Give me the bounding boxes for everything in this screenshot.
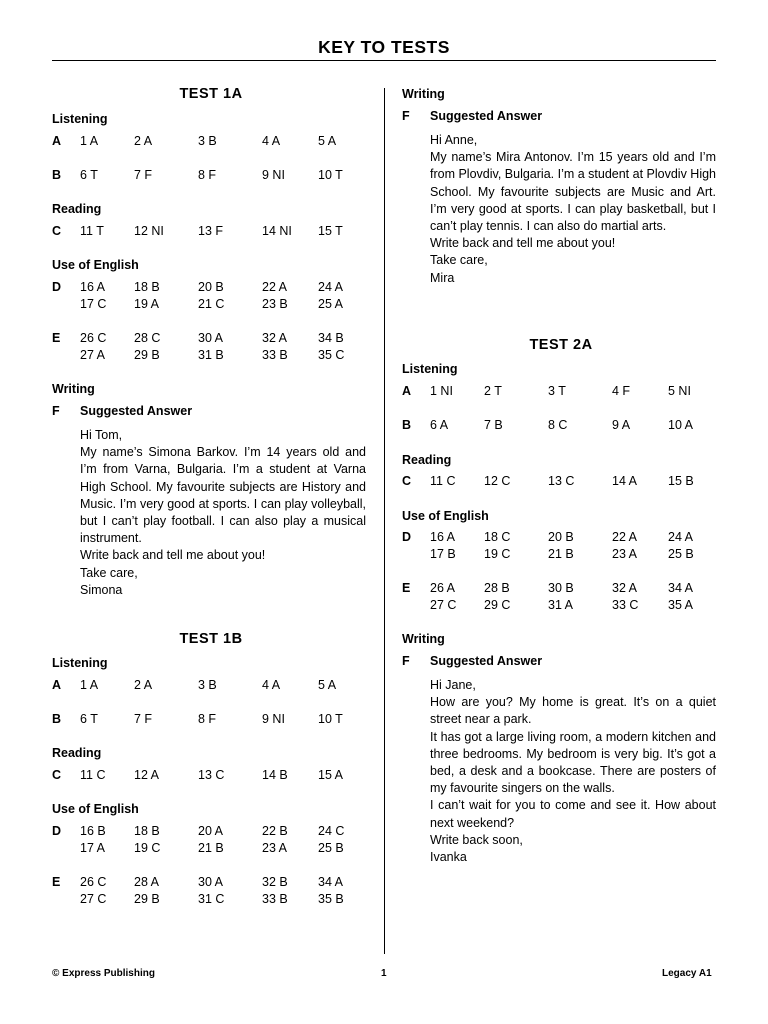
answer-cell: 18 B [134, 280, 160, 294]
answer-cell: 13 C [548, 474, 575, 488]
answer-cell: 17 A [80, 841, 106, 855]
answer-row [402, 530, 720, 546]
answer-cell: 35 C [318, 348, 345, 362]
answer-cell: 19 C [484, 547, 511, 561]
answer-cell: 11 C [80, 768, 106, 782]
letter-paragraph: How are you? My home is great. It’s on a quiet street near a park. [430, 695, 716, 727]
column-divider [384, 88, 385, 954]
task-letter: F [402, 109, 410, 123]
answer-row [402, 547, 720, 563]
answer-cell: 15 A [318, 768, 344, 782]
answer-row [52, 168, 370, 184]
answer-cell: 1 NI [430, 384, 453, 398]
answer-cell: 33 B [262, 348, 288, 362]
answer-cell: 31 C [198, 892, 225, 906]
answer-cell: 3 T [548, 384, 566, 398]
answer-row [52, 297, 370, 313]
answer-cell: 18 B [134, 824, 160, 838]
answer-cell: 30 B [548, 581, 574, 595]
answer-cell: 32 B [262, 875, 288, 889]
answer-row [52, 280, 370, 296]
answer-cell: 9 NI [262, 168, 285, 182]
answer-cell: 28 B [484, 581, 510, 595]
answer-cell: 6 A [430, 418, 449, 432]
answer-cell: 12 A [134, 768, 160, 782]
answer-row [52, 712, 370, 728]
answer-cell: 27 C [80, 892, 107, 906]
answer-cell: 22 A [612, 530, 638, 544]
answer-cell: 29 C [484, 598, 511, 612]
answer-cell: 4 A [262, 678, 281, 692]
section-letter: C [52, 224, 62, 238]
answer-cell: 30 A [198, 875, 224, 889]
answer-cell: 15 T [318, 224, 343, 238]
answer-cell: 1 A [80, 134, 99, 148]
answer-cell: 25 B [668, 547, 694, 561]
answer-cell: 5 A [318, 678, 337, 692]
answer-cell: 5 NI [668, 384, 691, 398]
answer-cell: 2 A [134, 678, 153, 692]
answer-cell: 25 A [318, 297, 344, 311]
answer-cell: 31 A [548, 598, 574, 612]
answer-cell: 22 B [262, 824, 288, 838]
use-of-english-heading: Use of English [402, 509, 489, 523]
answer-row [52, 134, 370, 150]
answer-cell: 20 B [198, 280, 224, 294]
answer-cell: 32 A [262, 331, 288, 345]
letter-line: Hi Tom, [80, 428, 123, 442]
letter-paragraph: My name’s Simona Barkov. I’m 14 years old and I’m from Varna, Bulgaria. I’m a student at Varna High School. My favourite subjects are History and Music. I’m very good at sports. I can play volleyball, but I can’t play football. I can also play a musical instrument. [80, 445, 366, 546]
answer-cell: 10 A [668, 418, 694, 432]
answer-cell: 12 NI [134, 224, 164, 238]
answer-cell: 2 T [484, 384, 502, 398]
answer-cell: 9 NI [262, 712, 285, 726]
answer-cell: 17 B [430, 547, 456, 561]
answer-row [52, 875, 370, 891]
answer-row [52, 348, 370, 364]
answer-cell: 13 C [198, 768, 225, 782]
answer-cell: 35 B [318, 892, 344, 906]
test-2a-heading: TEST 2A [529, 337, 593, 353]
answer-row [52, 841, 370, 857]
answer-cell: 16 A [430, 530, 456, 544]
answer-cell: 23 A [262, 841, 288, 855]
section-letter: C [52, 768, 62, 782]
answer-cell: 29 B [134, 348, 160, 362]
answer-cell: 35 A [668, 598, 694, 612]
answer-cell: 26 C [80, 875, 107, 889]
answer-row [402, 384, 720, 400]
suggested-answer-text: Suggested Answer [430, 109, 543, 123]
answer-row [52, 678, 370, 694]
answer-cell: 3 B [198, 134, 217, 148]
reading-heading: Reading [52, 746, 102, 760]
letter-paragraph: I can’t wait for you to come and see it. How about next weekend? [430, 798, 716, 830]
section-letter: A [52, 134, 62, 148]
writing-heading: Writing [52, 382, 95, 396]
answer-cell: 24 A [668, 530, 694, 544]
answer-cell: 22 A [262, 280, 288, 294]
letter-paragraph: It has got a large living room, a modern kitchen and three bedrooms. My bedroom is very big. It’s got a bed, a desk and a bookcase. There are posters of my favourite singers on the walls. [430, 729, 716, 796]
answer-cell: 34 B [318, 331, 344, 345]
answer-cell: 26 A [430, 581, 456, 595]
answer-cell: 18 C [484, 530, 511, 544]
answer-cell: 14 B [262, 768, 288, 782]
letter-line: Hi Jane, [430, 678, 476, 692]
test-1a-heading: TEST 1A [179, 86, 243, 102]
answer-cell: 15 B [668, 474, 694, 488]
title-rule [52, 60, 716, 61]
section-letter: E [402, 581, 411, 595]
answer-cell: 34 A [668, 581, 694, 595]
suggested-letter [430, 677, 716, 866]
answer-cell: 20 A [198, 824, 224, 838]
letter-line: Take care, [430, 253, 488, 268]
answer-cell: 7 F [134, 712, 153, 726]
answer-cell: 8 F [198, 712, 217, 726]
letter-line: Take care, [80, 565, 138, 580]
answer-cell: 10 T [318, 168, 343, 182]
answer-row [52, 224, 370, 240]
reading-heading: Reading [52, 202, 102, 216]
listening-heading: Listening [52, 112, 108, 126]
section-letter: D [402, 530, 412, 544]
suggested-letter [430, 132, 716, 287]
answer-cell: 29 B [134, 892, 160, 906]
section-letter: C [402, 474, 412, 488]
answer-cell: 16 A [80, 280, 106, 294]
answer-row [402, 418, 720, 434]
answer-cell: 6 T [80, 712, 98, 726]
answer-cell: 6 T [80, 168, 98, 182]
answer-row [52, 331, 370, 347]
answer-cell: 31 B [198, 348, 224, 362]
letter-line: Mira [430, 270, 455, 285]
answer-row [52, 768, 370, 784]
listening-heading: Listening [52, 656, 108, 670]
answer-cell: 1 A [80, 678, 99, 692]
footer-publisher: © Express Publishing [52, 968, 155, 979]
section-letter: A [402, 384, 412, 398]
letter-line: Ivanka [430, 850, 467, 865]
answer-cell: 33 C [612, 598, 639, 612]
use-of-english-heading: Use of English [52, 802, 139, 816]
answer-cell: 8 F [198, 168, 217, 182]
answer-cell: 30 A [198, 331, 224, 345]
reading-heading: Reading [402, 453, 452, 467]
answer-cell: 12 C [484, 474, 511, 488]
answer-cell: 19 C [134, 841, 161, 855]
test-1b-heading: TEST 1B [179, 631, 243, 647]
answer-cell: 17 C [80, 297, 107, 311]
section-letter: E [52, 875, 61, 889]
answer-cell: 10 T [318, 712, 343, 726]
answer-cell: 23 B [262, 297, 288, 311]
answer-cell: 28 A [134, 875, 160, 889]
letter-paragraph: My name’s Mira Antonov. I’m 15 years old and I’m from Plovdiv, Bulgaria. I’m a student at Plovdiv High School. My favourite subjects are Music and Art. I’m very good at sports. I can play basketball, but I can’t play tennis. I can also do martial arts. [430, 150, 717, 234]
answer-cell: 27 C [430, 598, 457, 612]
section-letter: E [52, 331, 61, 345]
answer-row [52, 824, 370, 840]
answer-row [52, 892, 370, 908]
task-letter: F [52, 404, 60, 418]
writing-heading: Writing [402, 87, 445, 101]
letter-line: Write back and tell me about you! [80, 548, 266, 563]
answer-cell: 24 A [318, 280, 344, 294]
letter-line: Write back and tell me about you! [430, 236, 616, 251]
letter-line: Hi Anne, [430, 133, 478, 147]
answer-cell: 8 C [548, 418, 568, 432]
answer-cell: 9 A [612, 418, 631, 432]
answer-cell: 11 C [430, 474, 456, 488]
answer-cell: 3 B [198, 678, 217, 692]
suggested-answer-text: Suggested Answer [80, 404, 193, 418]
answer-cell: 23 A [612, 547, 638, 561]
section-letter: B [52, 168, 62, 182]
answer-row [402, 581, 720, 597]
answer-cell: 32 A [612, 581, 638, 595]
task-letter: F [402, 654, 410, 668]
answer-row [402, 598, 720, 614]
answer-cell: 34 A [318, 875, 344, 889]
answer-cell: 28 C [134, 331, 161, 345]
suggested-answer-text: Suggested Answer [430, 654, 543, 668]
footer-page-number: 1 [381, 968, 387, 979]
answer-cell: 7 F [134, 168, 153, 182]
suggested-letter [80, 427, 366, 599]
answer-cell: 19 A [134, 297, 160, 311]
use-of-english-heading: Use of English [52, 258, 139, 272]
answer-cell: 4 A [262, 134, 281, 148]
letter-line: Write back soon, [430, 832, 523, 847]
answer-cell: 33 B [262, 892, 288, 906]
footer-book-title: Legacy A1 [662, 968, 712, 979]
answer-cell: 2 A [134, 134, 153, 148]
answer-row [402, 474, 720, 490]
answer-cell: 21 B [198, 841, 224, 855]
writing-heading: Writing [402, 632, 445, 646]
listening-heading: Listening [402, 362, 458, 376]
answer-cell: 25 B [318, 841, 344, 855]
answer-cell: 4 F [612, 384, 631, 398]
answer-cell: 27 A [80, 348, 106, 362]
letter-line: Simona [80, 582, 123, 597]
answer-cell: 14 A [612, 474, 638, 488]
section-letter: D [52, 280, 62, 294]
section-letter: B [52, 712, 62, 726]
answer-cell: 11 T [80, 224, 104, 238]
answer-cell: 21 C [198, 297, 225, 311]
answer-cell: 14 NI [262, 224, 292, 238]
answer-cell: 20 B [548, 530, 574, 544]
answer-cell: 21 B [548, 547, 574, 561]
answer-cell: 16 B [80, 824, 106, 838]
page-title: KEY TO TESTS [318, 37, 450, 57]
answer-cell: 26 C [80, 331, 107, 345]
answer-cell: 13 F [198, 224, 224, 238]
answer-cell: 24 C [318, 824, 345, 838]
section-letter: A [52, 678, 62, 692]
section-letter: B [402, 418, 412, 432]
answer-cell: 5 A [318, 134, 337, 148]
section-letter: D [52, 824, 62, 838]
answer-cell: 7 B [484, 418, 503, 432]
